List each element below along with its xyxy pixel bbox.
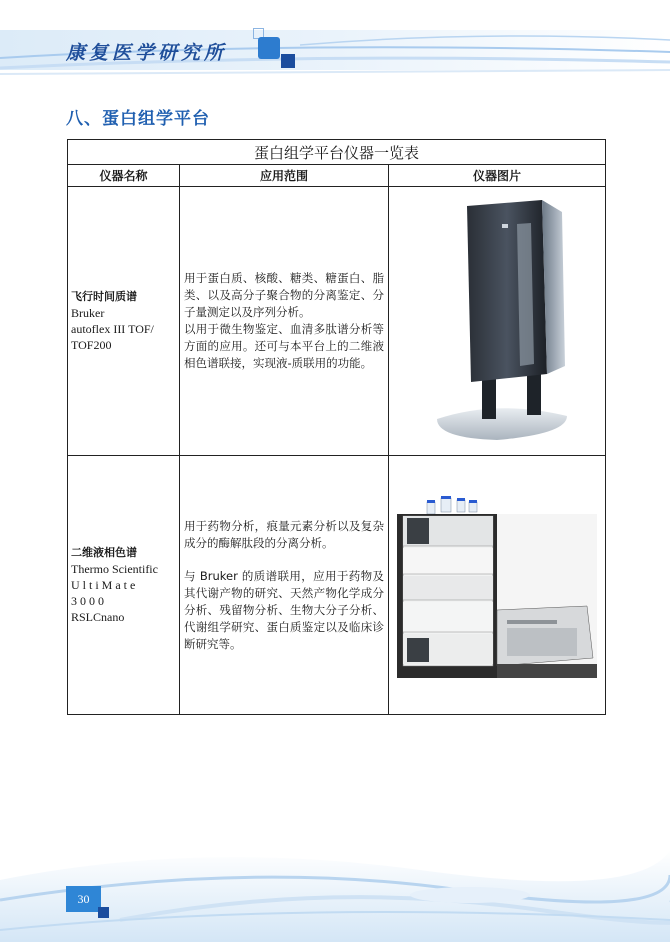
- page-header: [0, 0, 670, 95]
- application-text: 以用于微生物鉴定、血清多肽谱分析等方面的应用。还可与本平台上的二维液相色谱联接，实现液-质联用的功能。: [184, 322, 384, 370]
- application-text: 用于蛋白质、核酸、糖类、糖蛋白、脂类、以及高分子聚合物的分离鉴定、分子量测定以及序列分析。: [184, 271, 384, 319]
- footer-wave-decoration: [0, 820, 670, 942]
- table-caption: 蛋白组学平台仪器一览表: [68, 140, 606, 165]
- column-header-image: 仪器图片: [389, 165, 606, 187]
- header-dark-square: [281, 54, 295, 68]
- column-header-name: 仪器名称: [68, 165, 180, 187]
- table-row: [68, 187, 606, 456]
- instrument-name-en: Bruker: [71, 306, 105, 320]
- instrument-image-cell: [389, 187, 606, 456]
- instrument-image-cell: [389, 456, 606, 715]
- page-number-square: [98, 907, 109, 918]
- instrument-table: [67, 139, 606, 715]
- instrument-name-en: Thermo Scientific: [71, 562, 158, 576]
- header-blue-square: [258, 37, 280, 59]
- instrument-name-cn: 飞行时间质谱: [71, 290, 137, 303]
- table-row: [68, 456, 606, 715]
- application-cell: [180, 187, 389, 456]
- page-footer: [0, 820, 670, 942]
- instrument-name-cell: [68, 456, 180, 715]
- instrument-name-cell: [68, 187, 180, 456]
- section-title: 八、蛋白组学平台: [66, 109, 210, 129]
- application-cell: [180, 456, 389, 715]
- instrument-name-en: TOF200: [71, 338, 112, 352]
- page-number: 30: [66, 886, 101, 912]
- mass-spectrometer-photo: [407, 194, 587, 444]
- running-title: 康复医学研究所: [66, 42, 228, 64]
- liquid-chromatography-photo: [397, 488, 597, 678]
- application-text: 用于药物分析，痕量元素分析以及复杂成分的酶解肽段的分离分析。: [184, 518, 384, 550]
- instrument-name-en: UltiMate 3000: [71, 578, 139, 608]
- instrument-name-en: autoflex III TOF/: [71, 322, 154, 336]
- column-header-application: 应用范围: [180, 165, 389, 187]
- instrument-name-cn: 二维液相色谱: [71, 546, 137, 559]
- instrument-name-en: RSLCnano: [71, 610, 125, 624]
- application-text: 与 Bruker 的质谱联用，应用于药物及其代谢产物的研究、天然产物化学成分分析、残留物分析、生物大分子分析、代谢组学研究、蛋白质鉴定以及临床诊断研究等。: [184, 568, 384, 651]
